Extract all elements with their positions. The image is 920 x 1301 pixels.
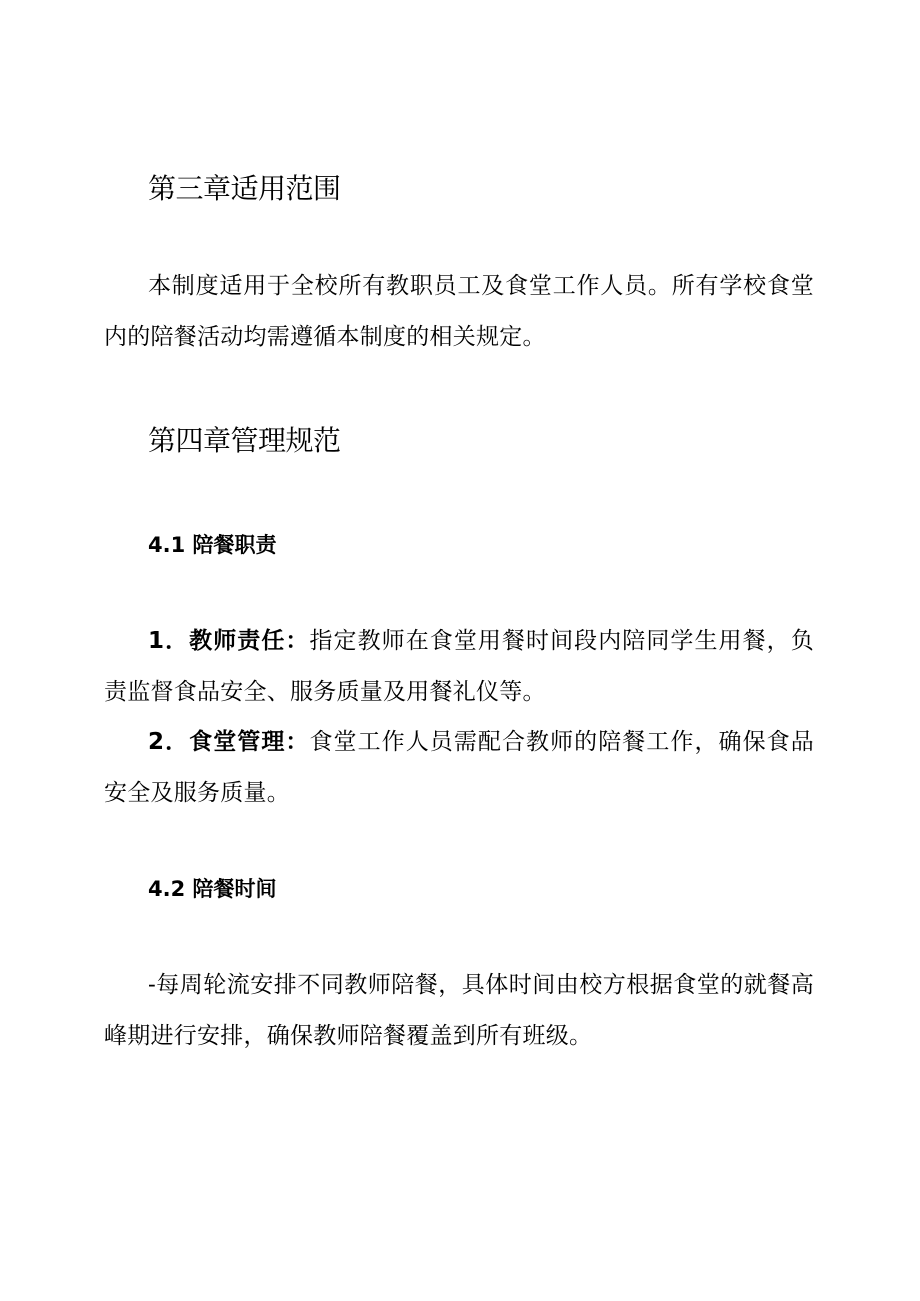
section-4-2-heading: 4.2 陪餐时间	[148, 877, 277, 901]
section-4-1-heading: 4.1 陪餐职责	[148, 533, 277, 557]
chapter-4-heading: 第四章管理规范	[148, 424, 341, 457]
list-item-text: 食堂工作人员需配合教师的陪餐工作，确保食品安全及服务质量。	[104, 729, 814, 806]
list-item-text: 指定教师在食堂用餐时间段内陪同学生用餐，负责监督食品安全、服务质量及用餐礼仪等。	[104, 628, 814, 705]
list-item-teacher-duty	[104, 616, 814, 718]
list-item-label: 1．教师责任：	[148, 628, 310, 654]
chapter-3-paragraph: 本制度适用于全校所有教职员工及食堂工作人员。所有学校食堂内的陪餐活动均需遵循本制度的相关规定。	[104, 273, 814, 350]
section-4-2-paragraph: -每周轮流安排不同教师陪餐，具体时间由校方根据食堂的就餐高峰期进行安排，确保教师陪餐覆盖到所有班级。	[104, 972, 814, 1049]
list-item-canteen-management	[104, 717, 814, 819]
list-item-label: 2．食堂管理：	[148, 729, 310, 755]
chapter-3-heading: 第三章适用范围	[148, 172, 341, 205]
